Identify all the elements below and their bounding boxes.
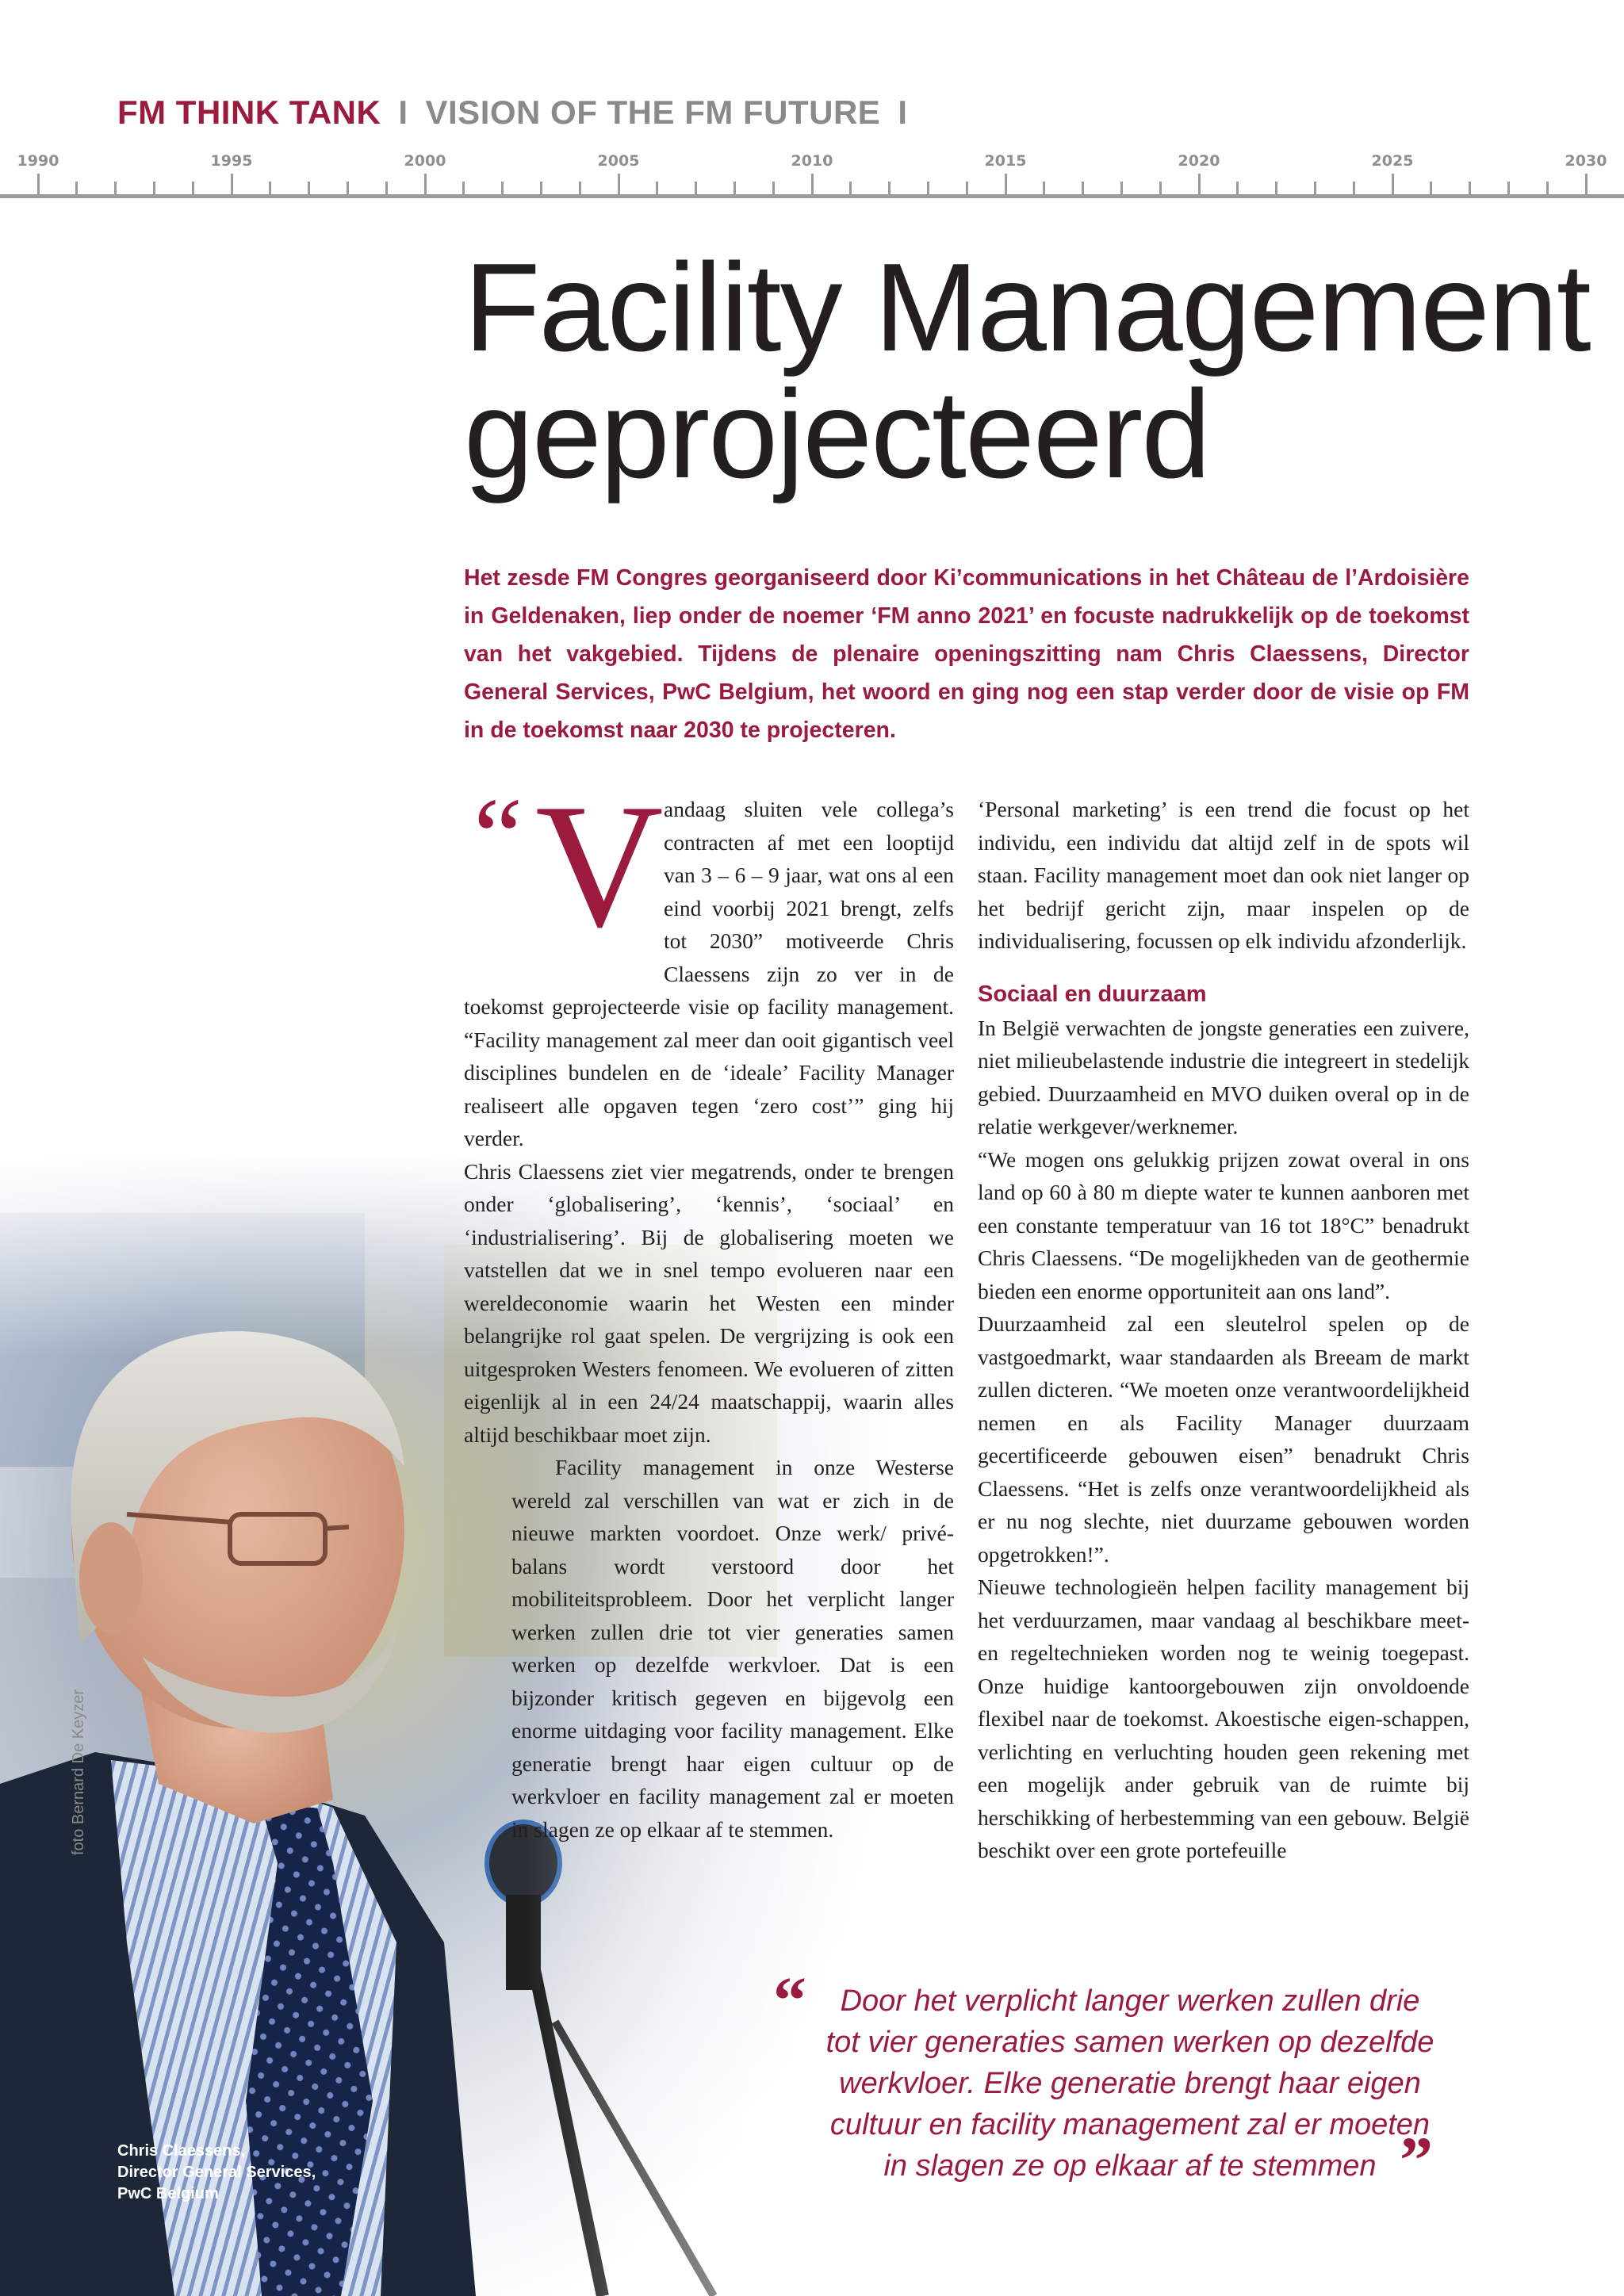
brand-label: FM THINK TANK <box>117 94 381 131</box>
timeline-year-label: 2030 <box>1565 152 1607 170</box>
timeline-minor-tick <box>540 182 542 194</box>
timeline-minor-tick <box>1314 182 1316 194</box>
timeline-minor-tick <box>1082 182 1084 194</box>
pull-quote-open-mark: “ <box>773 1964 806 2038</box>
section-header <box>117 89 925 136</box>
timeline-major-tick <box>1198 174 1201 194</box>
photo-credit: foto Bernard De Keyzer <box>70 1689 87 1855</box>
timeline-minor-tick <box>462 182 465 194</box>
timeline-minor-tick <box>579 182 581 194</box>
timeline-minor-tick <box>192 182 194 194</box>
timeline-minor-tick <box>1353 182 1355 194</box>
timeline-minor-tick <box>656 182 658 194</box>
timeline-major-tick <box>231 174 233 194</box>
timeline-minor-tick <box>501 182 504 194</box>
timeline-year-label: 1995 <box>210 152 253 170</box>
timeline-year-label: 2020 <box>1178 152 1220 170</box>
timeline-minor-tick <box>269 182 271 194</box>
timeline-minor-tick <box>733 182 736 194</box>
title-line-2: geprojecteerd <box>464 365 1210 504</box>
timeline-minor-tick <box>347 182 349 194</box>
timeline-minor-tick <box>75 182 78 194</box>
timeline-minor-tick <box>927 182 929 194</box>
timeline-minor-tick <box>114 182 117 194</box>
timeline-year-label: 2015 <box>984 152 1027 170</box>
timeline-minor-tick <box>1546 182 1549 194</box>
caption-name: Chris Claessens, <box>117 2142 246 2160</box>
timeline-major-tick <box>811 174 814 194</box>
pull-quote-text: Door het verplicht langer werken zullen drie tot vier generaties samen werken op dezelfde werkvloer. Elke generatie brengt haar eigen cultuur en facility management zal er moeten in slagen ze op elkaar af te stemmen <box>825 1984 1434 2183</box>
timeline-minor-tick <box>385 182 388 194</box>
dropcap <box>464 767 664 966</box>
paragraph: “We mogen ons gelukkig prijzen zowat overal in ons land op 60 à 80 m diepte water te kunnen aanboren met een constante temperatuur van 16 tot 18°C” benadrukt Chris Claessens. “De mogelijkheden van de geothermie bieden een enorme opportuniteit aan ons land”. <box>978 1146 1469 1303</box>
timeline-major-tick <box>424 174 427 194</box>
body-column-2 <box>978 793 1469 1867</box>
dropcap-quote-mark: “ <box>473 775 523 898</box>
paragraph: Nieuwe technologieën helpen facility management bij het verduurzamen, maar vandaag al beschikbare meet- en regeltechnieken worden nog te weinig toegepast. Onze huidige kantoorgebouwen zijn onvoldoende flexibel naar de toekomst. Akoestische eigen-schappen, verlichting en verluchting houden geen rekening met een mogelijk ander gebruik van de ruimte bij herschikking of herbestemming van een gebouw. België beschikt over een grote portefeuille <box>978 1575 1469 1862</box>
timeline-minor-tick <box>1043 182 1045 194</box>
timeline-year-label: 2000 <box>404 152 446 170</box>
timeline-minor-tick <box>1159 182 1162 194</box>
timeline-major-tick <box>37 174 40 194</box>
timeline-minor-tick <box>1275 182 1277 194</box>
header-separator: I <box>398 94 408 131</box>
timeline-minor-tick <box>888 182 891 194</box>
timeline-ruler <box>0 152 1624 198</box>
timeline-minor-tick <box>1430 182 1432 194</box>
timeline-minor-tick <box>1236 182 1239 194</box>
paragraph: Chris Claessens ziet vier megatrends, onder te brengen onder ‘globalisering’, ‘kennis’, ‘sociaal’ en ‘industrialisering’. Bij de globalisering moeten we vatstellen dat we in snel tempo evolueren naar een wereldeconomie waarin het Westen een minder belangrijke rol gaat spelen. De vergrijzing is ook een uitgesproken Westers fenomeen. We evolueren of zitten eigenlijk al in een 24/24 maatschappij, waarin alles altijd beschikbaar moet zijn. <box>464 1158 954 1447</box>
timeline-year-label: 2005 <box>597 152 640 170</box>
timeline-minor-tick <box>153 182 155 194</box>
timeline-minor-tick <box>695 182 697 194</box>
paragraph: Duurzaamheid zal een sleutelrol spelen op de vastgoedmarkt, waar standaarden als Breeam de markt zullen dicteren. “We moeten onze verantwoordelijkheid nemen en als Facility Manager duurzaam gecertificeerde gebouwen eisen” benadrukt Chris Claessens. “Het is zelfs onze verantwoordelijkheid als er nu nog slechte, niet duurzame gebouwen worden opgetrokken!”. <box>978 1311 1469 1567</box>
timeline-minor-tick <box>966 182 968 194</box>
timeline-minor-tick <box>772 182 775 194</box>
section-label: VISION OF THE FM FUTURE <box>425 94 881 131</box>
timeline-baseline <box>0 194 1624 198</box>
timeline-minor-tick <box>1469 182 1471 194</box>
body-column-1 <box>464 767 954 1846</box>
paragraph: Facility management in onze Westerse wereld zal verschillen van wat er zich in de nieuwe markten voordoet. Onze werk/ privé-balans wordt verstoord door het mobiliteitsprobleem. Door het verplicht langer werken zullen drie tot vier generaties samen werken op dezelfde werkvloer. Dat is een bijzonder kritisch gegeven en bijgevolg een enorme uitdaging voor facility management. Elke generatie brengt haar eigen cultuur op de werkvloer en facility management zal er moeten in slagen ze op elkaar af te stemmen. <box>511 1455 954 1842</box>
paragraph: andaag sluiten vele collega’s contracten af met een looptijd van 3 – 6 – 9 jaar, wat ons al een eind voorbij 2021 brengt, zelfs tot 2030” motiveerde Chris Claessens zijn zo ver in de toekomst geprojecteerde visie op facility management. “Facility management zal meer dan ooit gigantisch veel disciplines bundelen en de ‘ideale’ Facility Manager realiseert alle opgaven tegen ‘zero cost’” ging hij verder. <box>464 797 954 1150</box>
caption-company: PwC Belgium <box>117 2185 219 2202</box>
timeline-minor-tick <box>1120 182 1123 194</box>
pull-quote-close-mark: ” <box>1400 2124 1433 2198</box>
timeline-major-tick <box>1585 174 1588 194</box>
timeline-year-label: 2025 <box>1371 152 1414 170</box>
timeline-major-tick <box>1392 174 1394 194</box>
timeline-minor-tick <box>1507 182 1510 194</box>
caption-role: Director General Services, <box>117 2164 316 2181</box>
timeline-minor-tick <box>308 182 310 194</box>
timeline-major-tick <box>618 174 620 194</box>
dropcap-letter: V <box>535 767 664 964</box>
timeline-year-label: 1990 <box>17 152 59 170</box>
article-title <box>464 238 1606 504</box>
timeline-year-label: 2010 <box>791 152 833 170</box>
photo-caption <box>117 2141 316 2205</box>
paragraph: ‘Personal marketing’ is een trend die focust op het individu, een individu dat altijd zelf in de spots wil staan. Facility management moet dan ook niet langer op het bedrijf gericht zijn, maar inspelen op de individualisering, focussen op elk individu afzonderlijk. <box>978 797 1469 953</box>
paragraph: In België verwachten de jongste generaties een zuivere, niet milieubelastende industrie die integreert in stedelijk gebied. Duurzaamheid en MVO duiken overal op in de relatie werkgever/werknemer. <box>978 1015 1469 1138</box>
timeline-minor-tick <box>849 182 852 194</box>
timeline-major-tick <box>1005 174 1007 194</box>
section-subheading: Sociaal en duurzaam <box>978 981 1207 1007</box>
header-separator-end: I <box>898 94 908 131</box>
article-lead: Het zesde FM Congres georganiseerd door Ki’communications in het Château de l’Ardoisière in Geldenaken, liep onder de noemer ‘FM anno 2021’ en focuste nadrukkelijk op de toekomst van het vakgebied. Tijdens de plenaire openingszitting nam Chris Claessens, Director General Services, PwC Belgium, het woord en ging nog een stap verder door de visie op FM in de toekomst naar 2030 te projecteren. <box>464 565 1469 743</box>
title-line-1: Facility Management <box>464 238 1590 377</box>
